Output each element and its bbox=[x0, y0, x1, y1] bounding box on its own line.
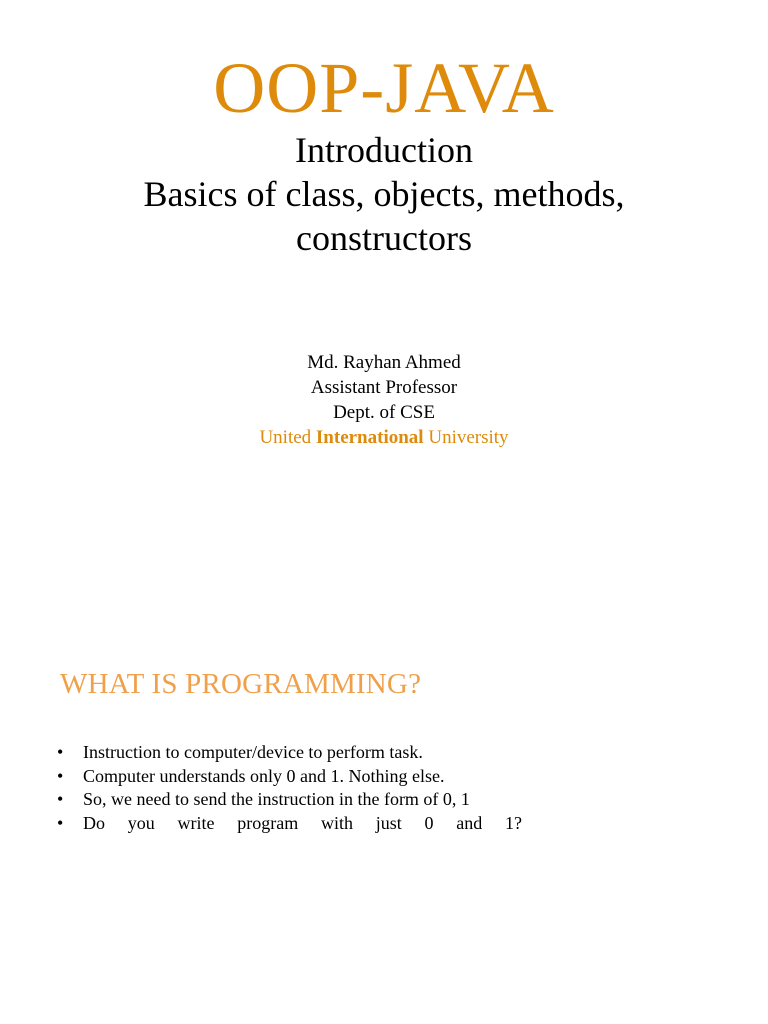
author-info bbox=[0, 350, 768, 450]
subtitle-line-introduction: Introduction bbox=[295, 130, 473, 170]
subtitle-line-basics: Basics of class, objects, methods, bbox=[143, 174, 625, 214]
bullet-text-3: So, we need to send the instruction in the form of 0, 1 bbox=[83, 789, 470, 809]
bullet-marker: • bbox=[57, 812, 64, 833]
slide-subtitle bbox=[0, 128, 768, 260]
programming-slide bbox=[0, 512, 768, 1024]
bullet-marker: • bbox=[57, 789, 64, 809]
bullet-marker: • bbox=[57, 742, 64, 762]
university-name-part-2: International bbox=[315, 427, 424, 448]
bullet-word: just bbox=[375, 812, 402, 833]
bullet-item-2 bbox=[57, 765, 527, 789]
bullet-word: you bbox=[127, 812, 155, 833]
bullet-word: with bbox=[320, 812, 353, 833]
bullet-text-2: Computer understands only 0 and 1. Nothing else. bbox=[83, 765, 445, 786]
university-name bbox=[0, 425, 768, 450]
bullet-item-1 bbox=[57, 741, 527, 765]
author-department: Dept. of CSE bbox=[333, 402, 435, 423]
bullet-word: Do bbox=[83, 812, 105, 833]
university-name-part-3: University bbox=[423, 427, 509, 448]
slide-title: OOP-JAVA bbox=[213, 48, 555, 128]
bullet-word: program bbox=[237, 812, 299, 833]
bullet-list bbox=[57, 741, 527, 835]
bullet-word: write bbox=[177, 812, 215, 833]
subtitle-line-constructors: constructors bbox=[296, 218, 472, 258]
bullet-marker: • bbox=[57, 765, 64, 786]
bullet-word: and bbox=[456, 812, 483, 833]
university-name-part-1: United bbox=[259, 427, 316, 448]
bullet-item-3 bbox=[57, 788, 527, 812]
author-position: Assistant Professor bbox=[310, 377, 458, 398]
section-heading: WHAT IS PROGRAMMING? bbox=[60, 668, 422, 700]
bullet-word: 0 bbox=[424, 812, 434, 833]
bullet-text-1: Instruction to computer/device to perform task. bbox=[83, 742, 423, 762]
author-name: Md. Rayhan Ahmed bbox=[307, 352, 461, 373]
bullet-word: 1? bbox=[505, 812, 522, 833]
bullet-text-4 bbox=[83, 812, 522, 836]
bullet-item-4 bbox=[57, 812, 527, 836]
